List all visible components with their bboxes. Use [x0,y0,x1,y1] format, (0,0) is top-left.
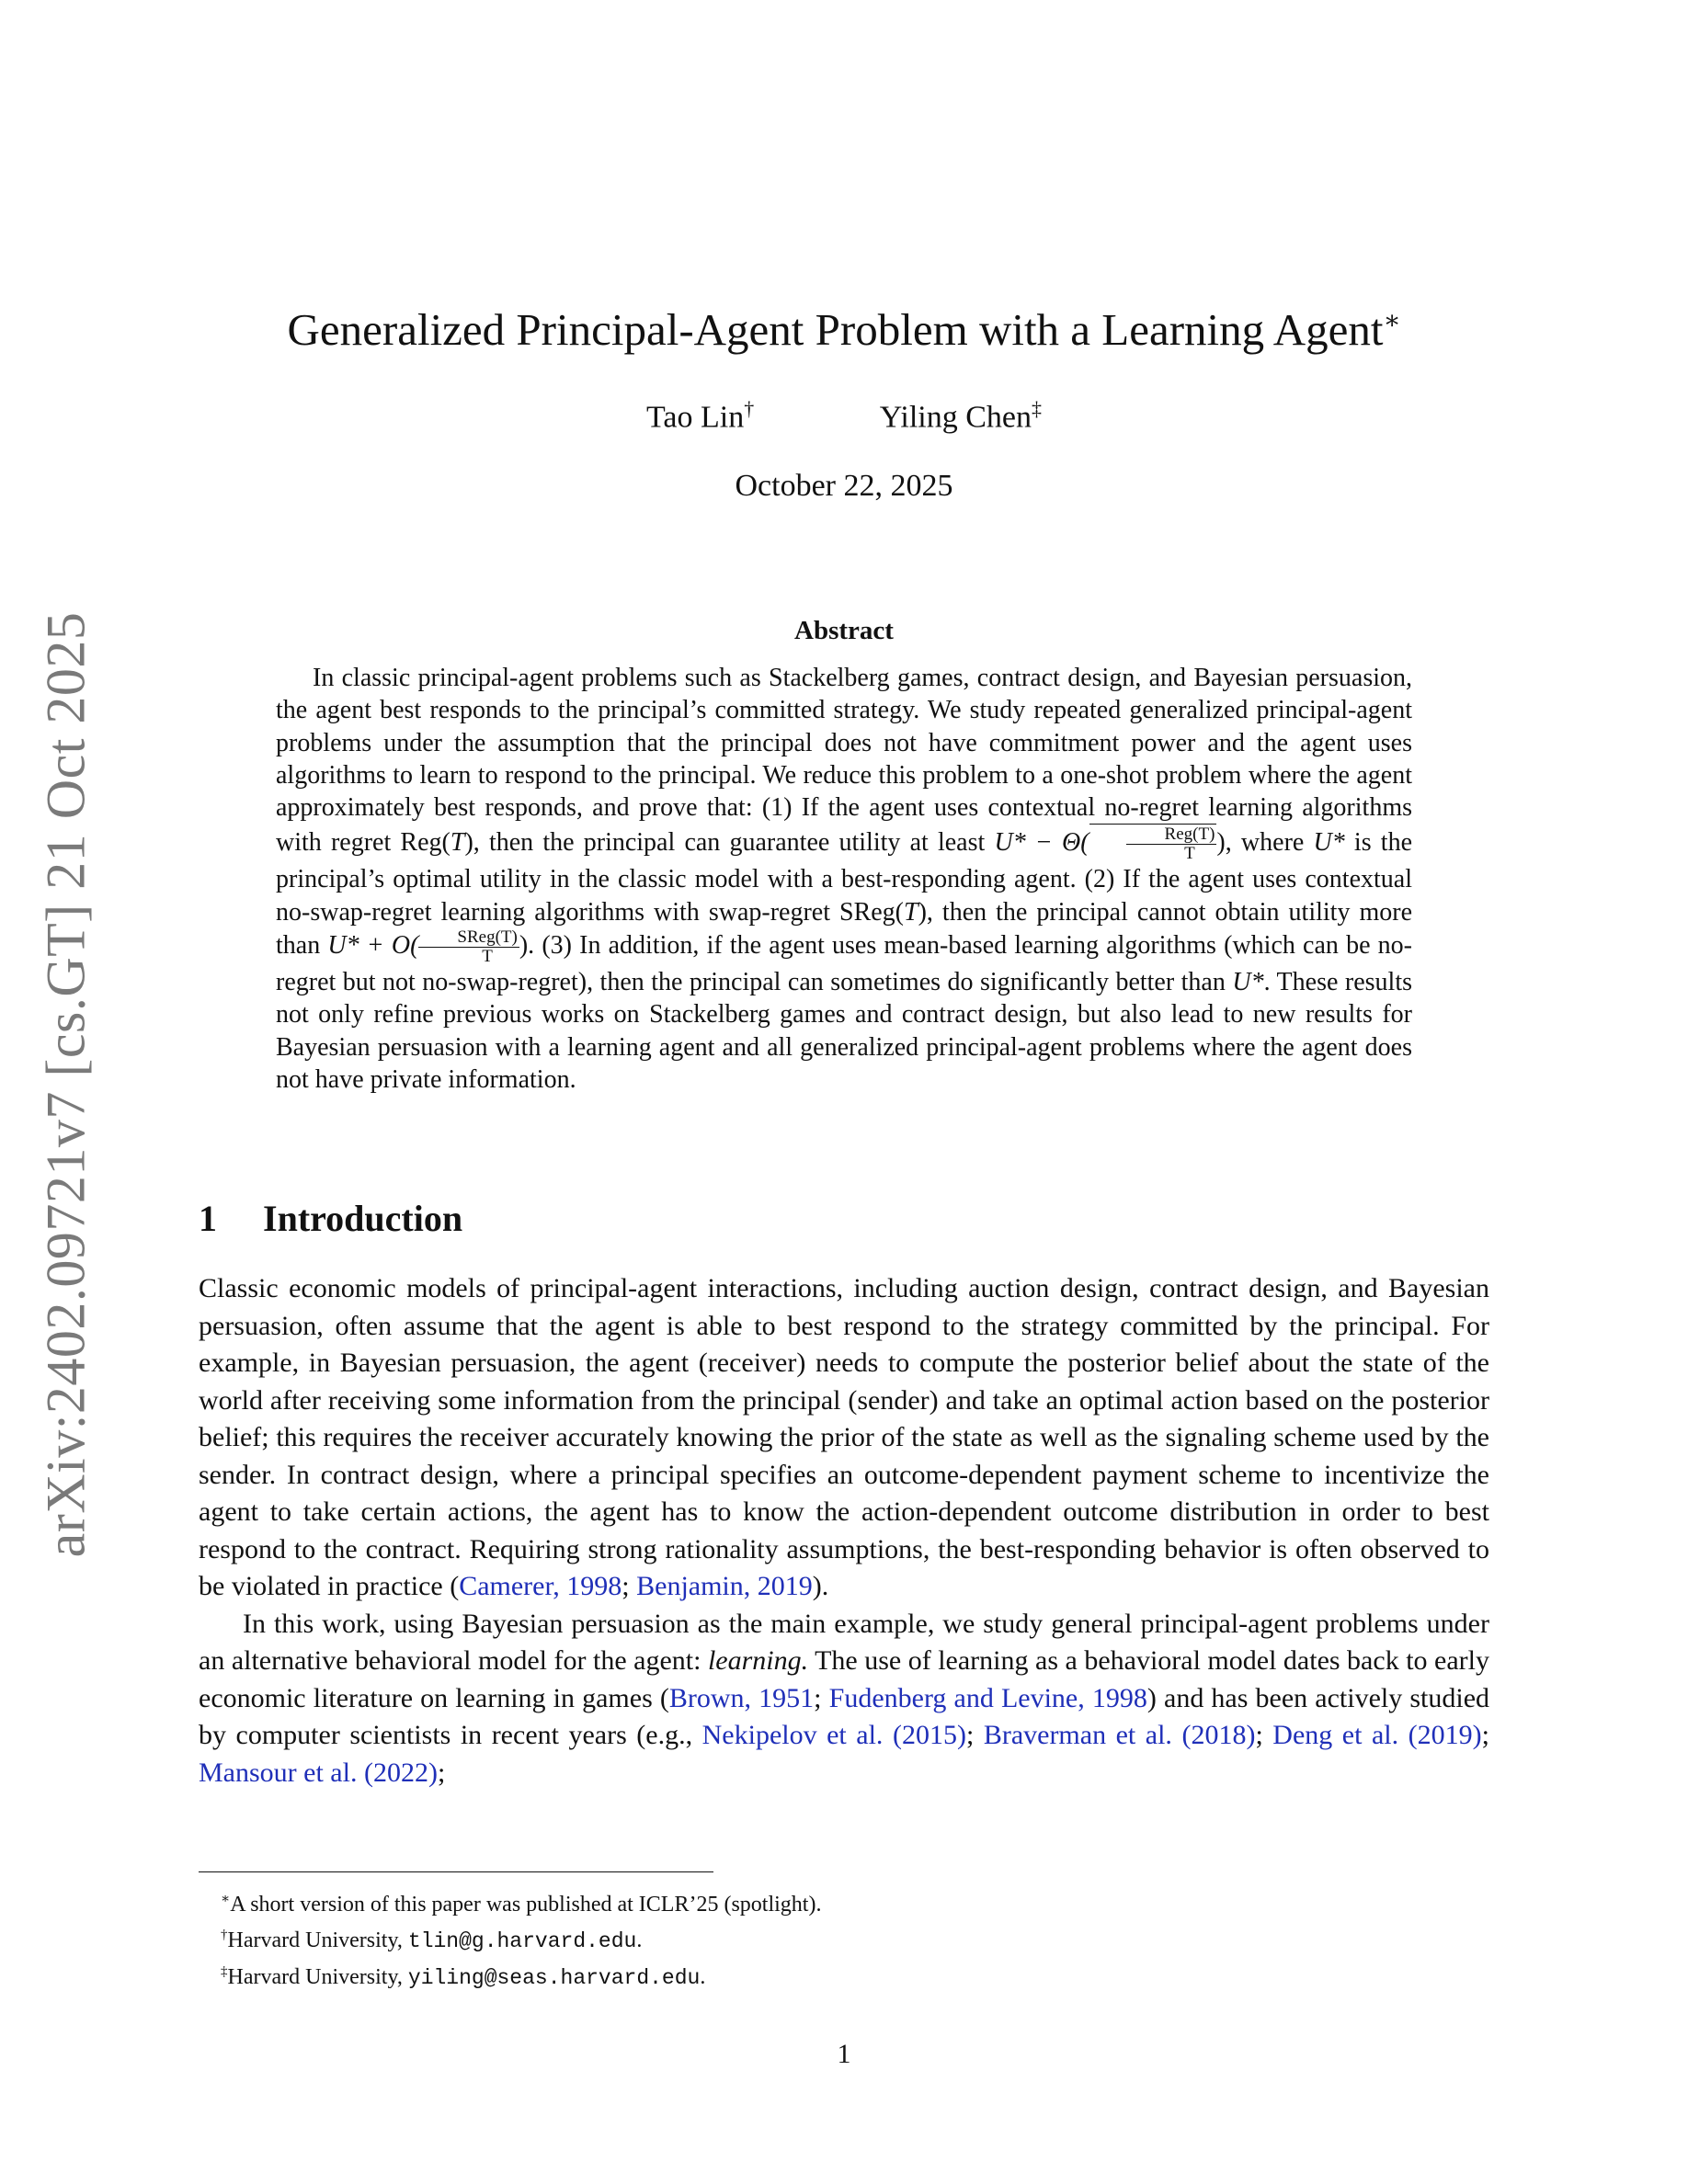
section-title: Introduction [263,1198,463,1239]
math-paren: ) [519,931,529,960]
abstract-text: is the principal’s optimal utility in the classic model with a best-responding agent. (2) If the agent uses contextual no-swap-regret learning algorithms with swap-regret SReg( [276,828,1413,927]
sreg-fraction [418,928,519,966]
abstract-text: . (3) In addition, if the agent uses mean-based learning algorithms (which can be no-regret but not no-swap-regret), then the principal can sometimes do significantly better than [276,931,1412,997]
page-number: 1 [837,2039,851,2069]
sqrt-expression [1089,824,1217,863]
math-var: T [904,897,918,927]
author-list [0,397,1688,435]
math-var: U* [1313,828,1345,858]
author-mark[interactable]: ‡ [1032,397,1042,420]
math-upper-bound: U* + O( [327,931,419,960]
body-text: In this work, using Bayesian persuasion as the main example, we study general principal-agent problems under an alternative behavioral model for the agent: [199,1608,1489,1676]
intro-body [199,1270,1489,1792]
author-yiling-chen [880,397,1042,435]
footnote-3: ‡Harvard University, yiling@seas.harvard.edu. [221,1964,706,1990]
footnote-text: A short version of this paper was published at ICLR’25 (spotlight). [230,1893,822,1917]
citation-mansour[interactable]: Mansour et al. (2022) [199,1757,438,1788]
footnote-1 [221,1884,821,1920]
footnotes [221,1884,821,1994]
emphasis: learning. [707,1645,809,1676]
abstract-body [276,662,1412,1096]
body-text: The use of learning as a behavioral model dates back to early economic literature on learning in games ( [199,1645,1489,1713]
citation-fudenberg[interactable]: Fudenberg and Levine, 1998 [828,1682,1147,1713]
citation-camerer[interactable]: Camerer, 1998 [459,1571,622,1601]
fraction-denominator: T [1184,844,1195,864]
footnote-mark: ∗ [221,1892,231,1906]
section-number: 1 [199,1198,217,1239]
email-link[interactable]: yiling@seas.harvard.edu [407,1966,701,1990]
citation-benjamin[interactable]: Benjamin, 2019 [636,1571,813,1601]
fraction-denominator: T [482,947,493,967]
body-text: ) and has been actively studied by computer scientists in recent years (e.g., [199,1682,1490,1750]
title-text: Generalized Principal-Agent Problem with a Learning Agent [287,304,1384,355]
intro-paragraph-1: Classic economic models of principal-agent interactions, including auction design, contract design, and Bayesian persuasion, often assume that the agent is able to best respond to the strategy committed by the principal. For example, in Bayesian persuasion, the agent (receiver) needs to compute the posterior belief about the state of the world after receiving some information from the principal (sender) and take an optimal action based on the posterior belief; this requires the receiver accurately knowing the prior of the state as well as the signaling scheme used by the sender. In contract design, where a principal specifies an outcome-dependent payment scheme to incentivize the agent to take certain actions, the agent has to know the action-dependent outcome distribution in order to best respond to the contract. Requiring strong rationality assumptions, the best-responding behavior is often observed to be violated in practice (Camerer, 1998; Benjamin, 2019). [199,1273,1489,1601]
footnote-text: Harvard University, [227,1965,408,1989]
abstract-paragraph [276,662,1412,1096]
footnote-rule [199,1871,713,1872]
abstract-text: . These results not only refine previous works on Stackelberg games and contract design, but also lead to new results for Bayesian persuasion with a learning agent and all generalized principal-agent problems where the agent does not have private information. [276,968,1412,1094]
intro-paragraph-2: In this work, using Bayesian persuasion as the main example, we study general principal-agent problems under an alternative behavioral model for the agent: learning. The use of learning as a behavioral model dates back to early economic literature on learning in games (Brown, 1951; Fudenberg and Levine, 1998) and has been actively studied by computer scientists in recent years (e.g., Nekipelov et al. (2015); Braverman et al. (2018); Deng et al. (2019); Mansour et al. (2022); [199,1608,1490,1788]
abstract-text: , where [1225,828,1314,858]
author-name: Yiling Chen [879,400,1032,435]
abstract-text: In classic principal-agent problems such as Stackelberg games, contract design, and Bayesian persuasion, the agent best responds to the principal’s committed strategy. We study repeated generalized principal-agent problems under the assumption that the principal does not have commitment power and the agent uses algorithms to learn to respond to the principal. We reduce this problem to a one-shot problem where the agent approximately best responds, and prove that: (1) If the agent uses contextual no-regret learning algorithms with regret Reg( [276,664,1412,858]
reg-fraction [1126,825,1217,863]
arxiv-stamp-text: arXiv:2402.09721v7 [cs.GT] 21 Oct 2025 [35,611,97,1558]
paper-date: October 22, 2025 [735,469,953,503]
author-tao-lin [646,397,754,435]
abstract-text: ), then the principal can guarantee utility at least [464,828,995,858]
title-footnote-mark[interactable]: ∗ [1383,306,1401,336]
author-name: Tao Lin [646,400,745,435]
author-mark[interactable]: † [744,397,755,420]
abstract-text: ), then the principal cannot obtain utility more than [276,897,1412,960]
fraction-numerator: SReg(T) [418,928,519,948]
math-paren: ) [1216,828,1226,858]
citation-braverman[interactable]: Braverman et al. (2018) [983,1720,1256,1750]
footnote-mark: † [221,1928,228,1942]
email-link[interactable]: tlin@g.harvard.edu [407,1929,637,1953]
citation-deng[interactable]: Deng et al. (2019) [1272,1720,1482,1750]
paper-title [0,303,1688,356]
footnote-2: †Harvard University, tlin@g.harvard.edu. [221,1928,643,1953]
math-var: U* [1232,968,1264,997]
citation-nekipelov[interactable]: Nekipelov et al. (2015) [701,1720,966,1750]
footnote-text: Harvard University, [227,1928,408,1952]
abstract-heading: Abstract [794,616,894,645]
body-text: Classic economic models of principal-agent interactions, including auction design, contract design, and Bayesian persuasion, often assume that the agent is able to best respond to the strategy committed by the principal. For example, in Bayesian persuasion, the agent (receiver) needs to compute the posterior belief about the state of the world after receiving some information from the principal (sender) and take an optimal action based on the posterior belief; this requires the receiver accurately knowing the prior of the state as well as the signaling scheme used by the sender. In contract design, where a principal specifies an outcome-dependent payment scheme to incentivize the agent to take certain actions, the agent has to know the action-dependent outcome distribution in order to best respond to the contract. Requiring strong rationality assumptions, the best-responding behavior is often observed to be violated in practice ( [199,1273,1489,1601]
citation-brown[interactable]: Brown, 1951 [668,1682,815,1713]
arxiv-stamp [37,607,96,1563]
footnote-mark: ‡ [221,1964,228,1979]
section-heading [199,1197,462,1240]
fraction-numerator: Reg(T) [1126,825,1217,845]
math-var: T [450,828,465,858]
math-lower-bound: U* − Θ( [994,828,1089,858]
